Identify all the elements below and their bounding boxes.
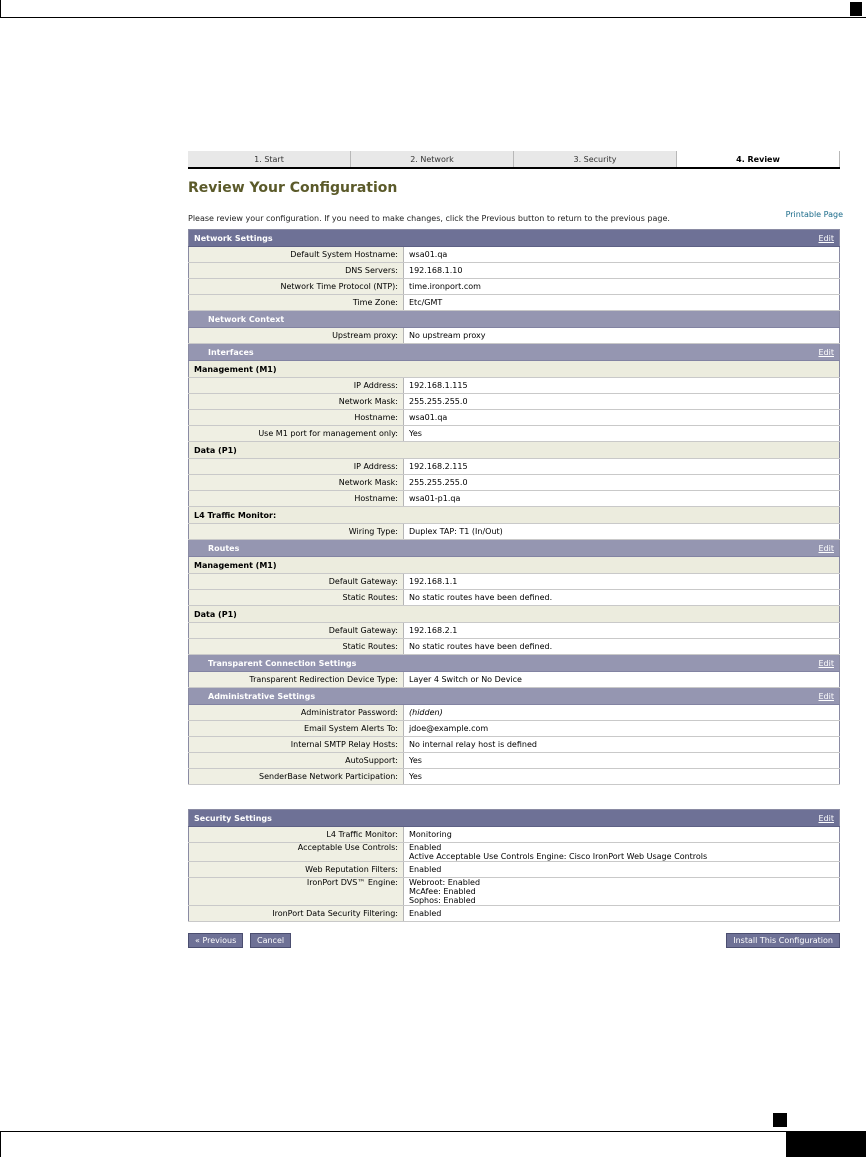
table-row: Hostname: wsa01.qa — [189, 410, 840, 426]
printable-page-link[interactable]: Printable Page — [785, 210, 843, 219]
table-row: Transparent Redirection Device Type: Layer 4 Switch or No Device — [189, 672, 840, 688]
data-mask-value: 255.255.255.0 — [404, 475, 840, 491]
table-row: Acceptable Use Controls: Enabled Active Acceptable Use Controls Engine: Cisco IronPort Web Usage Controls — [189, 843, 840, 862]
routes-header: Routes Edit — [189, 540, 840, 557]
table-row: L4 Traffic Monitor: Monitoring — [189, 827, 840, 843]
table-row: IP Address: 192.168.1.115 — [189, 378, 840, 394]
table-row: Time Zone: Etc/GMT — [189, 295, 840, 311]
table-row: Email System Alerts To: jdoe@example.com — [189, 721, 840, 737]
mgmt-routes-group: Management (M1) — [189, 557, 840, 574]
step-security: 3. Security — [514, 151, 677, 167]
step-review: 4. Review — [677, 151, 840, 167]
senderbase-value: Yes — [404, 769, 840, 785]
table-row: Hostname: wsa01-p1.qa — [189, 491, 840, 507]
upstream-value: No upstream proxy — [404, 328, 840, 344]
page-marker — [773, 1113, 787, 1127]
table-row: Static Routes: No static routes have been defined. — [189, 590, 840, 606]
bottom-left-mark — [0, 1132, 1, 1157]
data-routes-group: Data (P1) — [189, 606, 840, 623]
table-row: Administrator Password: (hidden) — [189, 705, 840, 721]
auc-value: Enabled Active Acceptable Use Controls Engine: Cisco IronPort Web Usage Controls — [404, 843, 840, 862]
mgmt-interface-group: Management (M1) — [189, 361, 840, 378]
table-row: Wiring Type: Duplex TAP: T1 (In/Out) — [189, 524, 840, 540]
ntp-value: time.ironport.com — [404, 279, 840, 295]
smtp-value: No internal relay host is defined — [404, 737, 840, 753]
data-interface-group: Data (P1) — [189, 442, 840, 459]
data-gateway-value: 192.168.2.1 — [404, 623, 840, 639]
table-row: SenderBase Network Participation: Yes — [189, 769, 840, 785]
l4-monitor-value: Monitoring — [404, 827, 840, 843]
alerts-value: jdoe@example.com — [404, 721, 840, 737]
edit-network-link[interactable]: Edit — [818, 233, 834, 243]
table-row: Use M1 port for management only: Yes — [189, 426, 840, 442]
wbrs-value: Enabled — [404, 862, 840, 878]
page-bottom-rule — [0, 1131, 866, 1157]
top-right-marker — [850, 2, 862, 16]
edit-transparent-link[interactable]: Edit — [818, 658, 834, 668]
security-settings-table — [188, 809, 840, 922]
wizard-content — [188, 151, 843, 948]
table-row: Upstream proxy: No upstream proxy — [189, 328, 840, 344]
mgmt-host-value: wsa01.qa — [404, 410, 840, 426]
button-row — [188, 933, 840, 948]
install-button[interactable]: Install This Configuration — [726, 933, 840, 948]
page-top-rule — [0, 0, 866, 18]
page-title: Review Your Configuration — [188, 180, 398, 196]
table-row: IronPort DVS™ Engine: Webroot: Enabled McAfee: Enabled Sophos: Enabled — [189, 878, 840, 906]
table-row: Network Time Protocol (NTP): time.ironport.com — [189, 279, 840, 295]
table-row: IronPort Data Security Filtering: Enabled — [189, 906, 840, 922]
network-context-header: Network Context — [189, 311, 840, 328]
mgmt-static-value: No static routes have been defined. — [404, 590, 840, 606]
data-static-value: No static routes have been defined. — [404, 639, 840, 655]
step-network: 2. Network — [351, 151, 514, 167]
table-row: Default Gateway: 192.168.2.1 — [189, 623, 840, 639]
table-row: Web Reputation Filters: Enabled — [189, 862, 840, 878]
dvs-value: Webroot: Enabled McAfee: Enabled Sophos: Enabled — [404, 878, 840, 906]
interfaces-header: Interfaces Edit — [189, 344, 840, 361]
table-row: DNS Servers: 192.168.1.10 — [189, 263, 840, 279]
previous-button[interactable]: « Previous — [188, 933, 243, 948]
edit-admin-link[interactable]: Edit — [818, 691, 834, 701]
hostname-value: wsa01.qa — [404, 247, 840, 263]
wizard-steps — [188, 151, 840, 169]
top-left-mark — [0, 0, 1, 18]
m1-only-value: Yes — [404, 426, 840, 442]
edit-routes-link[interactable]: Edit — [818, 543, 834, 553]
table-row: Default Gateway: 192.168.1.1 — [189, 574, 840, 590]
network-settings-header: Network Settings Edit — [189, 230, 840, 247]
step-start: 1. Start — [188, 151, 351, 167]
table-row: Network Mask: 255.255.255.0 — [189, 394, 840, 410]
edit-interfaces-link[interactable]: Edit — [818, 347, 834, 357]
table-row: Network Mask: 255.255.255.0 — [189, 475, 840, 491]
password-value: (hidden) — [404, 705, 840, 721]
mgmt-mask-value: 255.255.255.0 — [404, 394, 840, 410]
autosupport-value: Yes — [404, 753, 840, 769]
edit-security-link[interactable]: Edit — [818, 813, 834, 823]
dns-value: 192.168.1.10 — [404, 263, 840, 279]
data-ip-value: 192.168.2.115 — [404, 459, 840, 475]
table-row: Default System Hostname: wsa01.qa — [189, 247, 840, 263]
bottom-right-tab — [786, 1132, 866, 1157]
admin-header: Administrative Settings Edit — [189, 688, 840, 705]
table-row: Static Routes: No static routes have been defined. — [189, 639, 840, 655]
l4-monitor-group: L4 Traffic Monitor: — [189, 507, 840, 524]
data-host-value: wsa01-p1.qa — [404, 491, 840, 507]
network-settings-table — [188, 229, 840, 785]
mgmt-gateway-value: 192.168.1.1 — [404, 574, 840, 590]
table-row: IP Address: 192.168.2.115 — [189, 459, 840, 475]
mgmt-ip-value: 192.168.1.115 — [404, 378, 840, 394]
wiring-value: Duplex TAP: T1 (In/Out) — [404, 524, 840, 540]
table-row: AutoSupport: Yes — [189, 753, 840, 769]
security-settings-header: Security Settings Edit — [189, 810, 840, 827]
transparent-header: Transparent Connection Settings Edit — [189, 655, 840, 672]
redirect-value: Layer 4 Switch or No Device — [404, 672, 840, 688]
timezone-value: Etc/GMT — [404, 295, 840, 311]
intro-text: Please review your configuration. If you need to make changes, click the Previous button to return to the previous page. — [188, 214, 670, 223]
cancel-button[interactable]: Cancel — [250, 933, 291, 948]
dsf-value: Enabled — [404, 906, 840, 922]
table-row: Internal SMTP Relay Hosts: No internal relay host is defined — [189, 737, 840, 753]
